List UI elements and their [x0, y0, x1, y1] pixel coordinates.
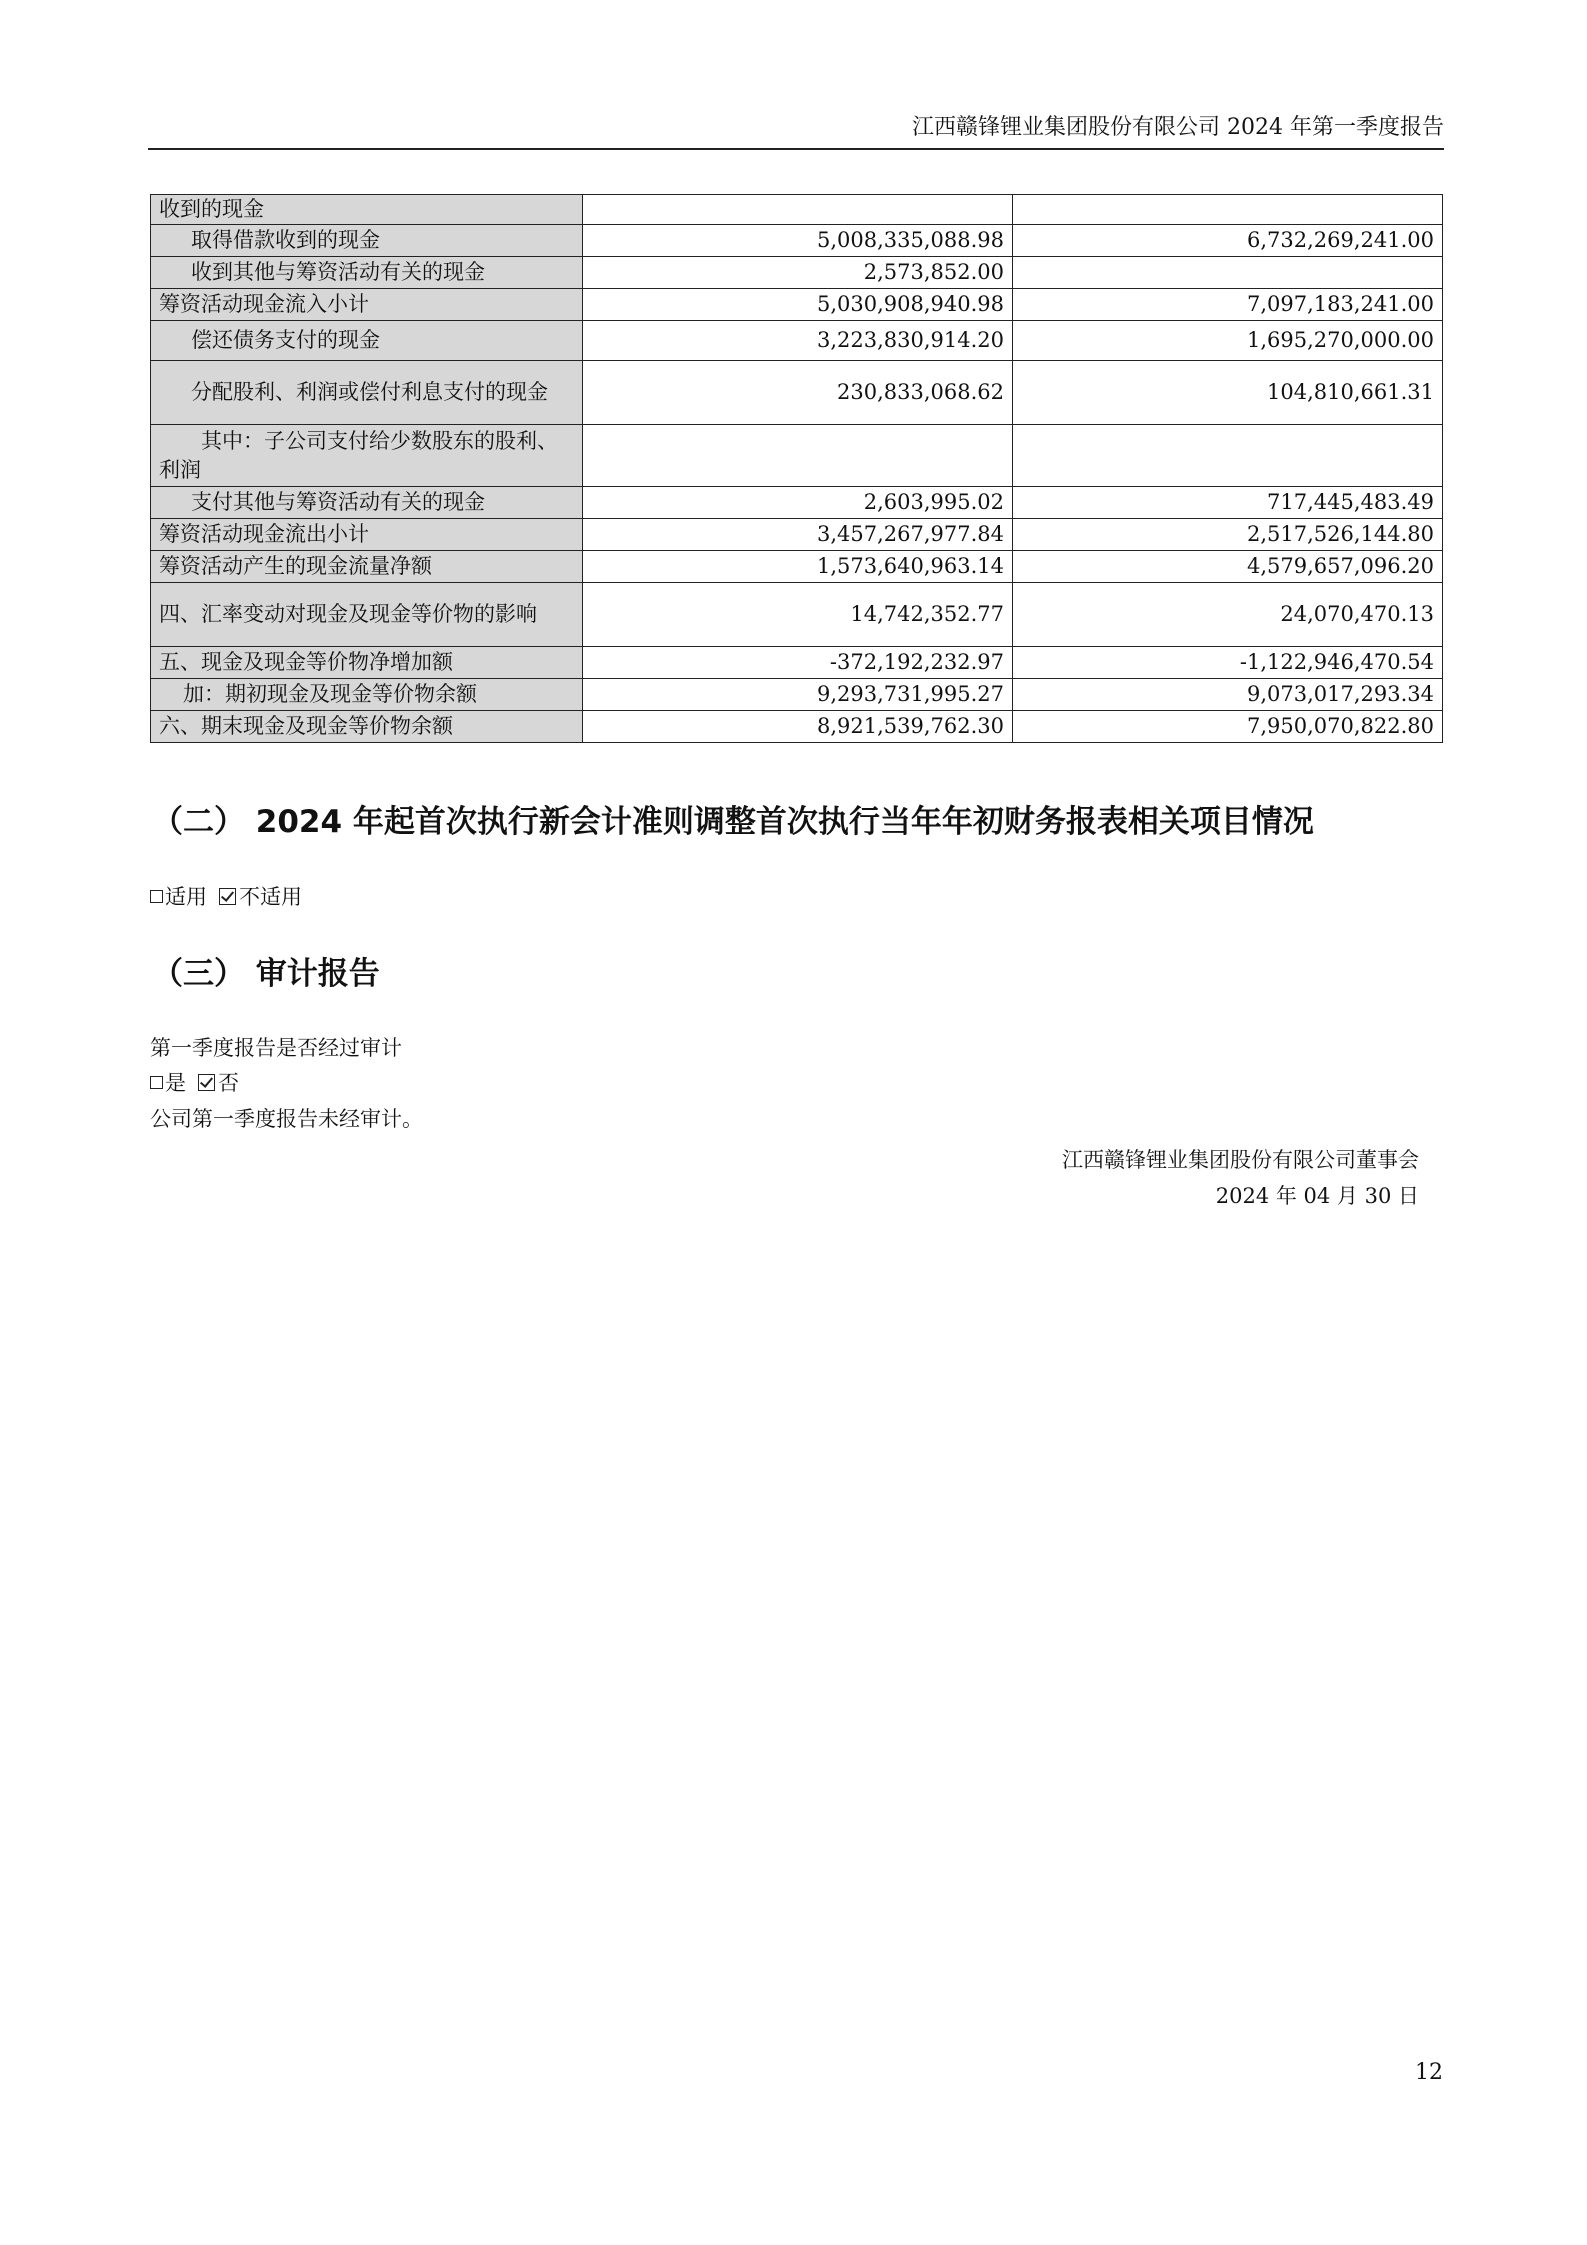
option-yes-label: 是: [165, 1071, 186, 1095]
row-label: 其中：子公司支付给少数股东的股利、利润: [151, 425, 583, 487]
option-applicable-label: 适用: [165, 885, 207, 909]
row-label: 分配股利、利润或偿付利息支付的现金: [151, 361, 583, 425]
table-row: [151, 257, 1443, 289]
page-header: [148, 112, 1444, 150]
row-label: 支付其他与筹资活动有关的现金: [151, 487, 583, 519]
previous-period-value: 6,732,269,241.00: [1013, 225, 1443, 257]
row-label: 筹资活动现金流入小计: [151, 289, 583, 321]
current-period-value: 9,293,731,995.27: [583, 679, 1013, 711]
current-period-value: 5,030,908,940.98: [583, 289, 1013, 321]
current-period-value: 5,008,335,088.98: [583, 225, 1013, 257]
unchecked-box-icon[interactable]: [150, 1076, 163, 1089]
current-period-value: 1,573,640,963.14: [583, 551, 1013, 583]
current-period-value: [583, 195, 1013, 225]
page-number: 12: [1415, 2060, 1443, 2085]
previous-period-value: 717,445,483.49: [1013, 487, 1443, 519]
applicability-options: [150, 882, 302, 912]
previous-period-value: 104,810,661.31: [1013, 361, 1443, 425]
table-row: [151, 361, 1443, 425]
section-heading-new-standards: （二） 2024 年起首次执行新会计准则调整首次执行当年年初财务报表相关项目情况: [152, 804, 1314, 840]
table-row: [151, 487, 1443, 519]
previous-period-value: 9,073,017,293.34: [1013, 679, 1443, 711]
row-label: 加：期初现金及现金等价物余额: [151, 679, 583, 711]
current-period-value: 3,223,830,914.20: [583, 321, 1013, 361]
table-row: [151, 289, 1443, 321]
table-row: [151, 321, 1443, 361]
current-period-value: 3,457,267,977.84: [583, 519, 1013, 551]
checked-box-icon[interactable]: [198, 1074, 215, 1091]
row-label: 偿还债务支付的现金: [151, 321, 583, 361]
previous-period-value: 7,097,183,241.00: [1013, 289, 1443, 321]
row-label: 四、汇率变动对现金及现金等价物的影响: [151, 583, 583, 647]
report-title: 江西赣锋锂业集团股份有限公司 2024 年第一季度报告: [912, 115, 1444, 140]
current-period-value: 230,833,068.62: [583, 361, 1013, 425]
current-period-value: 2,573,852.00: [583, 257, 1013, 289]
current-period-value: [583, 425, 1013, 487]
audit-statement: 公司第一季度报告未经审计。: [150, 1107, 423, 1131]
table-row: [151, 711, 1443, 743]
previous-period-value: 4,579,657,096.20: [1013, 551, 1443, 583]
row-label: 筹资活动产生的现金流量净额: [151, 551, 583, 583]
current-period-value: 2,603,995.02: [583, 487, 1013, 519]
audit-options: [150, 1068, 239, 1098]
table-row: [151, 225, 1443, 257]
current-period-value: 14,742,352.77: [583, 583, 1013, 647]
previous-period-value: 24,070,470.13: [1013, 583, 1443, 647]
checked-box-icon[interactable]: [219, 888, 236, 905]
signature-date: 2024 年 04 月 30 日: [1215, 1184, 1419, 1208]
previous-period-value: [1013, 425, 1443, 487]
previous-period-value: 1,695,270,000.00: [1013, 321, 1443, 361]
audit-question: 第一季度报告是否经过审计: [150, 1036, 402, 1060]
table-row: [151, 679, 1443, 711]
row-label: 收到的现金: [151, 195, 583, 225]
row-label: 筹资活动现金流出小计: [151, 519, 583, 551]
previous-period-value: 7,950,070,822.80: [1013, 711, 1443, 743]
table-row: [151, 425, 1443, 487]
previous-period-value: -1,122,946,470.54: [1013, 647, 1443, 679]
section-heading-audit-report: （三） 审计报告: [152, 956, 380, 992]
previous-period-value: 2,517,526,144.80: [1013, 519, 1443, 551]
option-no-label: 否: [218, 1071, 239, 1095]
unchecked-box-icon[interactable]: [150, 890, 163, 903]
table-row: [151, 551, 1443, 583]
table-row: [151, 647, 1443, 679]
previous-period-value: [1013, 195, 1443, 225]
row-label: 六、期末现金及现金等价物余额: [151, 711, 583, 743]
current-period-value: -372,192,232.97: [583, 647, 1013, 679]
previous-period-value: [1013, 257, 1443, 289]
table-row: [151, 519, 1443, 551]
option-not-applicable-label: 不适用: [239, 885, 302, 909]
current-period-value: 8,921,539,762.30: [583, 711, 1013, 743]
row-label: 取得借款收到的现金: [151, 225, 583, 257]
signature-company: 江西赣锋锂业集团股份有限公司董事会: [1062, 1148, 1419, 1172]
row-label: 五、现金及现金等价物净增加额: [151, 647, 583, 679]
table-row: [151, 583, 1443, 647]
cash-flow-table: [150, 194, 1443, 743]
row-label: 收到其他与筹资活动有关的现金: [151, 257, 583, 289]
table-row: [151, 195, 1443, 225]
